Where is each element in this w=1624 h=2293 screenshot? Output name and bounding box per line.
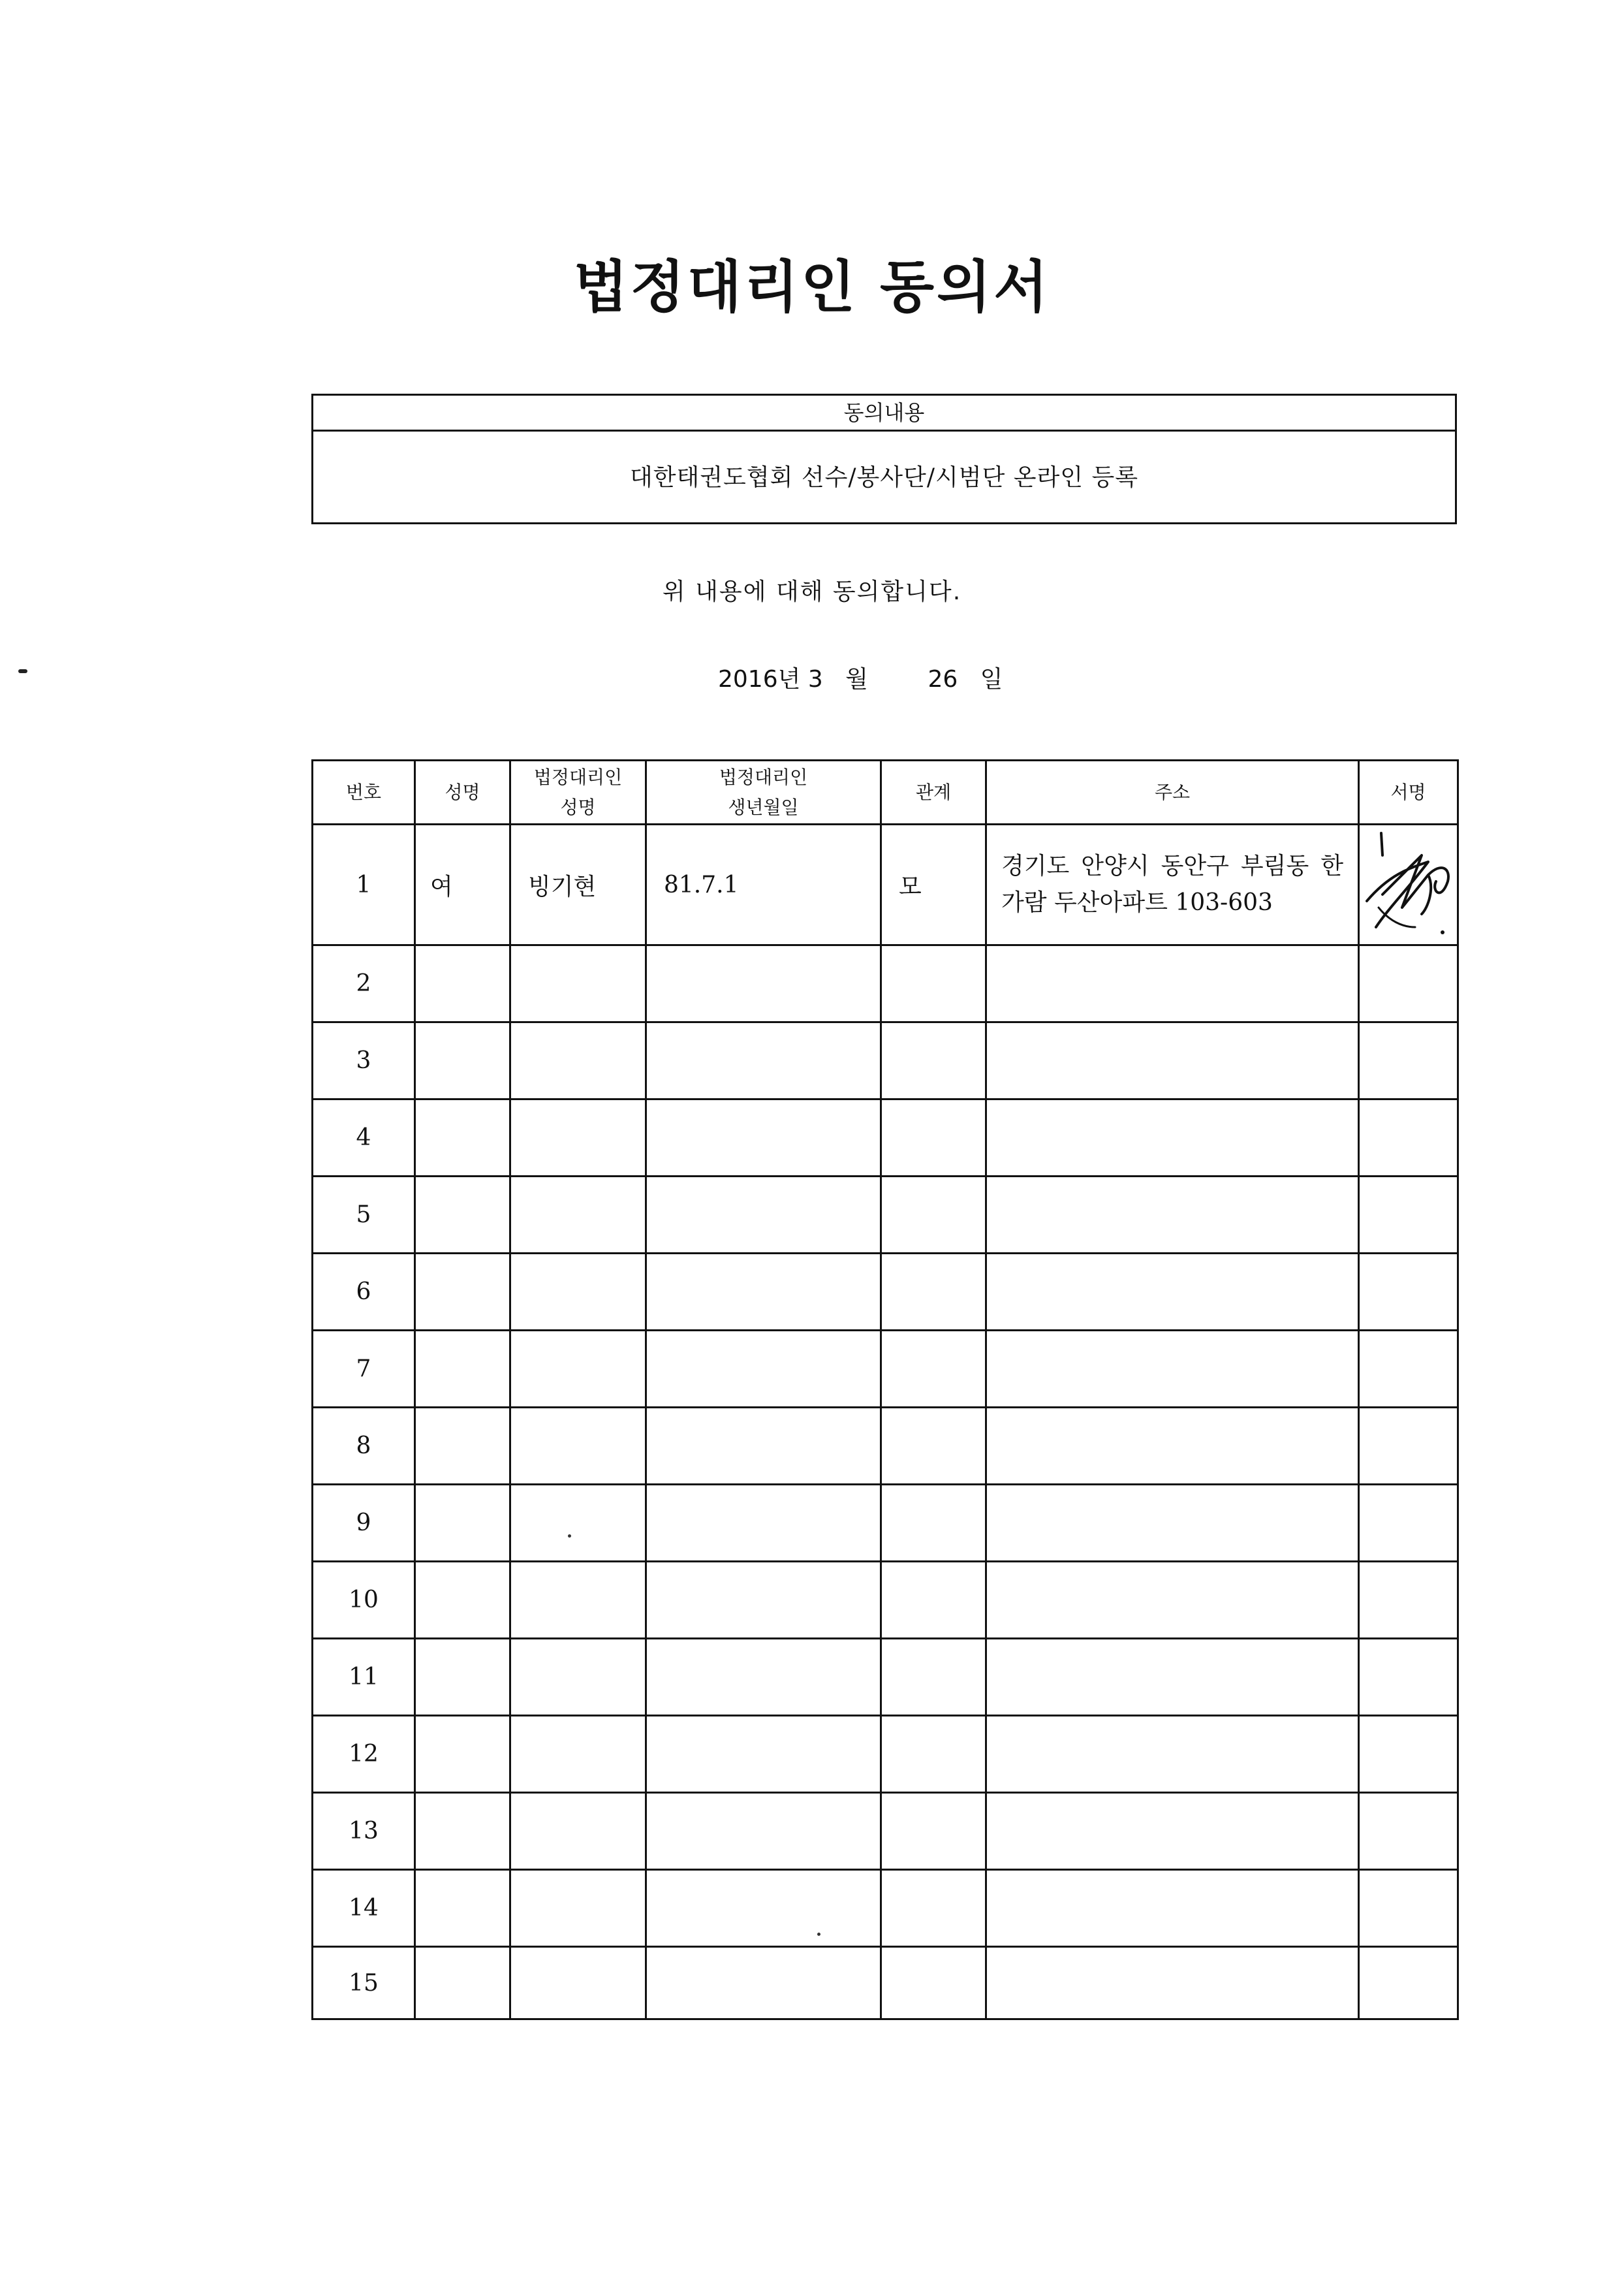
header-rep-name: 법정대리인 성명 [510,761,646,825]
date-month-unit: 월 [845,666,868,693]
cell-number: 3 [313,1022,415,1099]
header-signature: 서명 [1359,761,1458,825]
cell-relation [881,1485,986,1562]
cell-number: 6 [313,1254,415,1331]
cell-rep-birth [646,1870,881,1947]
cell-signature [1359,1022,1458,1099]
table-row [313,1177,1458,1254]
cell-signature [1359,1408,1458,1485]
cell-rep-birth [646,1177,881,1254]
table-row [313,945,1458,1022]
cell-relation [881,1947,986,2019]
cell-address [986,1639,1359,1716]
handwritten-signature [1363,829,1454,940]
cell-relation [881,1793,986,1870]
cell-signature [1359,1639,1458,1716]
cell-name [415,1254,510,1331]
cell-rep-birth [646,1408,881,1485]
date-day-unit: 일 [980,666,1003,693]
cell-relation [881,1408,986,1485]
cell-rep-birth [646,1639,881,1716]
cell-rep-name: 빙기현 [510,825,646,945]
header-number: 번호 [313,761,415,825]
cell-signature [1359,1331,1458,1408]
table-row [313,1639,1458,1716]
cell-relation [881,1331,986,1408]
cell-address [986,1947,1359,2019]
cell-name [415,1639,510,1716]
table-row [313,825,1458,945]
cell-name [415,1099,510,1177]
table-body [313,825,1458,2019]
cell-rep-name [510,1331,646,1408]
cell-number: 9 [313,1485,415,1562]
cell-rep-birth [646,1485,881,1562]
scan-mark [18,669,27,673]
table-row [313,1485,1458,1562]
cell-signature [1359,1716,1458,1793]
header-relation: 관계 [881,761,986,825]
table-row [313,1331,1458,1408]
cell-number: 10 [313,1562,415,1639]
cell-number: 15 [313,1947,415,2019]
cell-address [986,1793,1359,1870]
date-month: 3 [807,666,823,693]
cell-rep-name [510,1562,646,1639]
cell-rep-birth [646,1793,881,1870]
consent-header: 동의내용 [313,396,1455,432]
cell-address [986,1716,1359,1793]
cell-address [986,1331,1359,1408]
cell-number: 5 [313,1177,415,1254]
cell-rep-birth: 81.7.1 [646,825,881,945]
cell-number: 11 [313,1639,415,1716]
cell-address [986,1562,1359,1639]
cell-name [415,1716,510,1793]
table-row [313,1716,1458,1793]
date-day: 26 [928,666,958,693]
cell-signature [1359,1562,1458,1639]
consent-box [311,394,1457,524]
cell-rep-name [510,1485,646,1562]
cell-relation: 모 [881,825,986,945]
consent-content: 대한태권도협회 선수/봉사단/시범단 온라인 등록 [629,464,1139,491]
cell-signature [1359,1870,1458,1947]
cell-number: 12 [313,1716,415,1793]
cell-name [415,1870,510,1947]
cell-rep-name [510,1947,646,2019]
table-row [313,1870,1458,1947]
cell-relation [881,1177,986,1254]
cell-address: 경기도 안양시 동안구 부림동 한가람 두산아파트 103-603 [986,825,1359,945]
cell-relation [881,1639,986,1716]
scan-mark [568,1534,571,1538]
cell-address [986,1177,1359,1254]
table-header-row [313,761,1458,825]
cell-rep-name [510,1254,646,1331]
cell-number: 4 [313,1099,415,1177]
cell-signature [1359,1485,1458,1562]
cell-rep-birth [646,1022,881,1099]
header-rep-birth: 법정대리인 생년월일 [646,761,881,825]
date-year: 2016년 [718,666,801,693]
cell-address [986,1099,1359,1177]
cell-rep-birth [646,1254,881,1331]
cell-address [986,945,1359,1022]
cell-signature [1359,1099,1458,1177]
cell-relation [881,1099,986,1177]
cell-relation [881,945,986,1022]
table-row [313,1022,1458,1099]
cell-name [415,1793,510,1870]
cell-name [415,1331,510,1408]
cell-rep-name [510,1177,646,1254]
cell-signature [1359,1793,1458,1870]
cell-signature [1359,825,1458,945]
cell-relation [881,1716,986,1793]
cell-address [986,1022,1359,1099]
scan-mark [817,1933,820,1936]
cell-address [986,1408,1359,1485]
cell-name [415,1408,510,1485]
cell-relation [881,1562,986,1639]
cell-rep-name [510,1870,646,1947]
cell-rep-birth [646,1331,881,1408]
cell-rep-birth [646,1716,881,1793]
table-row [313,1793,1458,1870]
page-title: 법정대리인 동의서 [573,255,1051,320]
cell-address [986,1254,1359,1331]
cell-rep-name [510,1716,646,1793]
table-row [313,1254,1458,1331]
cell-rep-name [510,1099,646,1177]
cell-signature [1359,1254,1458,1331]
table-row [313,1099,1458,1177]
cell-rep-name [510,1639,646,1716]
cell-name [415,1022,510,1099]
cell-rep-birth [646,1947,881,2019]
cell-rep-birth [646,1099,881,1177]
table-row [313,1408,1458,1485]
guardian-roster-table [311,759,1459,2020]
cell-rep-name [510,945,646,1022]
cell-relation [881,1022,986,1099]
cell-rep-birth [646,945,881,1022]
cell-number: 13 [313,1793,415,1870]
cell-name [415,1485,510,1562]
cell-rep-name [510,1793,646,1870]
cell-address [986,1485,1359,1562]
cell-name [415,1947,510,2019]
cell-rep-name [510,1408,646,1485]
cell-name [415,1177,510,1254]
cell-number: 2 [313,945,415,1022]
header-name: 성명 [415,761,510,825]
cell-number: 14 [313,1870,415,1947]
cell-name [415,945,510,1022]
header-address: 주소 [986,761,1359,825]
cell-name [415,1562,510,1639]
cell-relation [881,1254,986,1331]
table-row [313,1562,1458,1639]
date-line [718,661,1003,694]
table-row [313,1947,1458,2019]
cell-number: 7 [313,1331,415,1408]
cell-number: 8 [313,1408,415,1485]
cell-name: 여 [415,825,510,945]
cell-rep-birth [646,1562,881,1639]
cell-signature [1359,1177,1458,1254]
cell-rep-name [510,1022,646,1099]
cell-relation [881,1870,986,1947]
cell-address [986,1870,1359,1947]
agreement-statement: 위 내용에 대해 동의합니다. [662,578,962,605]
cell-signature [1359,1947,1458,2019]
cell-number: 1 [313,825,415,945]
cell-signature [1359,945,1458,1022]
